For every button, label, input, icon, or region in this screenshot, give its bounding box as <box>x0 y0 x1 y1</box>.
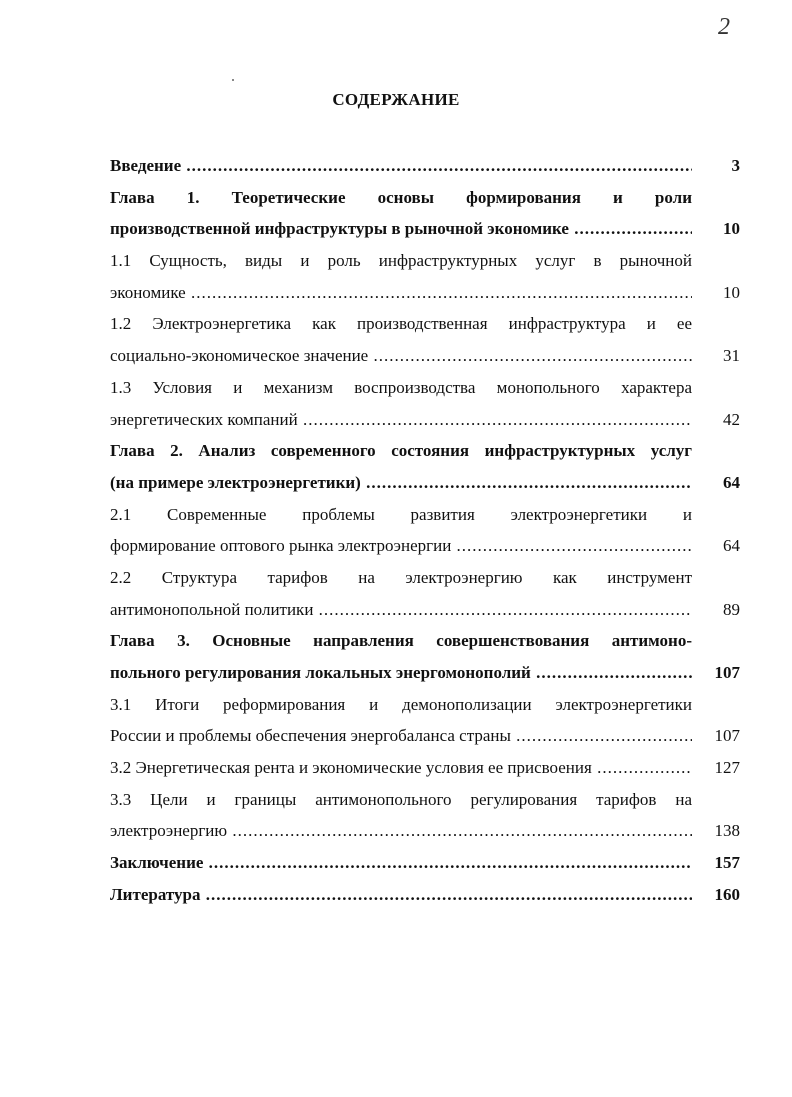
toc-entry-title-line: Глава 2. Анализ современного состояния инфраструктурных услуг <box>110 441 692 461</box>
toc-entry-title-last-line: 3.2 Энергетическая рента и экономические условия ее присвоения ..... <box>110 752 692 784</box>
toc-page-number: 42 <box>723 409 740 429</box>
toc-page-number: 89 <box>723 599 740 619</box>
toc-entry-line <box>110 657 740 689</box>
toc-entry-title-last-line: производственной инфраструктуры в рыночной экономике ..... <box>110 213 692 245</box>
toc-entry-title-line: 1.3 Условия и механизм воспроизводства монопольного характера <box>110 377 692 397</box>
toc-entry-title-line: 3.3 Цели и границы антимонопольного регулирования тарифов на <box>110 789 692 809</box>
toc-page-number: 160 <box>714 884 740 904</box>
toc-page-number: 64 <box>723 536 740 556</box>
toc-entry-line <box>110 404 740 436</box>
toc-page-number: 157 <box>714 853 740 873</box>
toc-entry-line <box>110 689 740 721</box>
toc-entry-line <box>110 752 740 784</box>
toc-entry-title-line: 3.1 Итоги реформирования и демонополизации электроэнергетики <box>110 694 692 714</box>
toc-entry-line <box>110 277 740 309</box>
toc-entry-line <box>110 625 740 657</box>
toc-entry-line <box>110 467 740 499</box>
toc-entry-title-last-line: антимонопольной политики ..... <box>110 594 692 626</box>
toc-page-number: 107 <box>714 663 740 682</box>
toc-page-number: 10 <box>723 219 740 239</box>
toc-entry-title-last-line: формирование оптового рынка электроэнергии ..... <box>110 530 692 562</box>
toc-entry-line <box>110 499 740 531</box>
toc-entry-line <box>110 213 740 245</box>
toc-entry-title-last-line: Введение ..... <box>110 150 692 182</box>
toc-entry-line <box>110 435 740 467</box>
toc-entry-line <box>110 594 740 626</box>
toc-page-number: 64 <box>723 472 740 492</box>
toc-entry-title-last-line: польного регулирования локальных энергомонополий ..... <box>110 657 692 689</box>
page-title: СОДЕРЖАНИЕ <box>332 90 460 109</box>
toc-entry-line <box>110 372 740 404</box>
toc-entry-title-line: Глава 1. Теоретические основы формирования и роли <box>110 187 692 207</box>
toc-entry-line <box>110 847 740 879</box>
page-number-marker: 2 <box>718 14 730 40</box>
toc-page-number: 127 <box>714 758 740 778</box>
toc-entry-line <box>110 340 740 372</box>
table-of-contents <box>110 150 740 911</box>
toc-entry-title-line: 1.2 Электроэнергетика как производственная инфраструктура и ее <box>110 314 692 334</box>
toc-page-number: 31 <box>723 346 740 366</box>
toc-entry-line <box>110 562 740 594</box>
toc-page-number: 10 <box>723 282 740 302</box>
toc-entry-title-line: Глава 3. Основные направления совершенствования антимоно- <box>110 631 692 651</box>
toc-entry-title-last-line: (на примере электроэнергетики) ..... <box>110 467 692 499</box>
toc-entry-title-last-line: Литература ..... <box>110 879 692 911</box>
toc-page-number: 107 <box>714 726 740 746</box>
scan-speck <box>232 79 234 81</box>
toc-entry-line <box>110 879 740 911</box>
toc-entry-line <box>110 720 740 752</box>
toc-entry-line <box>110 530 740 562</box>
toc-entry-line <box>110 182 740 214</box>
toc-entry-line <box>110 784 740 816</box>
toc-entry-title-line: 2.1 Современные проблемы развития электроэнергетики и <box>110 504 692 524</box>
toc-entry-line <box>110 308 740 340</box>
toc-page-number: 3 <box>731 156 740 175</box>
toc-page-number: 138 <box>714 821 740 841</box>
toc-entry-title-last-line: электроэнергию ..... <box>110 815 692 847</box>
toc-entry-line <box>110 150 740 182</box>
toc-entry-title-line: 2.2 Структура тарифов на электроэнергию как инструмент <box>110 567 692 587</box>
toc-entry-title-line: 1.1 Сущность, виды и роль инфраструктурных услуг в рыночной <box>110 251 692 271</box>
toc-entry-title-last-line: экономике ..... <box>110 277 692 309</box>
toc-entry-line <box>110 245 740 277</box>
toc-entry-title-last-line: энергетических компаний ..... <box>110 404 692 436</box>
toc-entry-title-last-line: Заключение ..... <box>110 847 692 879</box>
toc-entry-title-last-line: социально-экономическое значение ..... <box>110 340 692 372</box>
toc-entry-title-last-line: России и проблемы обеспечения энергобаланса страны ..... <box>110 720 692 752</box>
toc-entry-line <box>110 815 740 847</box>
